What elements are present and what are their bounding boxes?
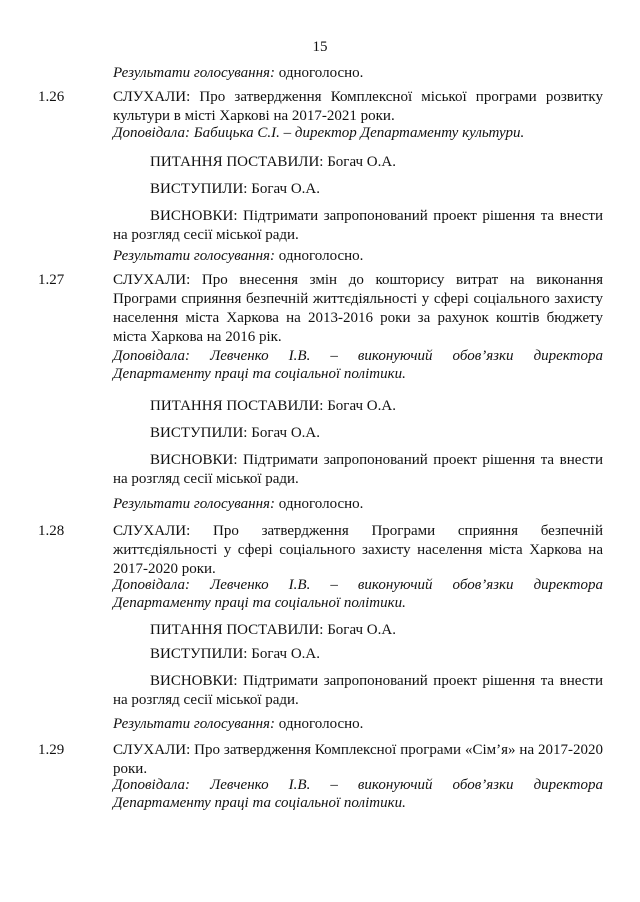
item-heard: СЛУХАЛИ: Про затвердження Комплексної міської програми розвитку культури в місті Харкові на 2017-2021 роки. — [113, 89, 603, 124]
voting-result — [113, 64, 603, 83]
voting-result-label: Результати голосування: — [113, 248, 276, 264]
item-speaker-line1: Доповідала: Левченко І.В. – виконуючий обов’язки директора — [113, 577, 603, 593]
voting-result — [113, 247, 603, 266]
item-speaker-line2: Департаменту праці та соціальної політики. — [113, 595, 406, 611]
item-conclusion: ВИСНОВКИ: Підтримати запропонований проект рішення та внести на розгляд сесії міської ради. — [113, 673, 603, 708]
voting-result-value: одноголосно. — [275, 716, 364, 732]
item-conclusion: ВИСНОВКИ: Підтримати запропонований проект рішення та внести на розгляд сесії міської ради. — [113, 452, 603, 487]
item-heard: СЛУХАЛИ: Про затвердження Програми сприяння безпечній життєдіяльності у сфері соціального захисту населення міста Харкова на 2017-2020 роки. — [113, 523, 603, 577]
voting-result-label: Результати голосування: — [113, 496, 276, 512]
voting-result-label: Результати голосування: — [113, 65, 276, 81]
page-number: 15 — [312, 39, 328, 55]
voting-result-value: одноголосно. — [275, 248, 364, 264]
voting-result — [113, 715, 603, 734]
voting-result-label: Результати голосування: — [113, 716, 276, 732]
item-speaker-line1: Доповідала: Левченко І.В. – виконуючий обов’язки директора — [113, 777, 603, 793]
item-number: 1.26 — [38, 89, 65, 105]
item-speaker-line2: Департаменту праці та соціальної політики. — [113, 795, 406, 811]
voting-result-value: одноголосно. — [275, 496, 364, 512]
item-speaker: Доповідала: Бабицька С.І. – директор Департаменту культури. — [113, 125, 525, 141]
item-raised: ПИТАННЯ ПОСТАВИЛИ: Богач О.А. — [150, 398, 396, 414]
voting-result-value: одноголосно. — [275, 65, 364, 81]
item-spoke: ВИСТУПИЛИ: Богач О.А. — [150, 425, 320, 441]
item-speaker-line1: Доповідала: Левченко І.В. – виконуючий обов’язки директора — [113, 348, 603, 364]
item-number: 1.27 — [38, 272, 65, 288]
item-raised: ПИТАННЯ ПОСТАВИЛИ: Богач О.А. — [150, 154, 396, 170]
item-raised: ПИТАННЯ ПОСТАВИЛИ: Богач О.А. — [150, 622, 396, 638]
item-spoke: ВИСТУПИЛИ: Богач О.А. — [150, 646, 320, 662]
item-heard: СЛУХАЛИ: Про внесення змін до кошторису витрат на виконання Програми сприяння безпечній життєдіяльності у сфері соціального захисту населення міста Харкова на 2013-2016 роки за рахунок коштів бюджету міста Харкова на 2016 рік. — [113, 272, 603, 345]
voting-result — [113, 495, 603, 514]
item-conclusion: ВИСНОВКИ: Підтримати запропонований проект рішення та внести на розгляд сесії міської ради. — [113, 208, 603, 243]
item-spoke: ВИСТУПИЛИ: Богач О.А. — [150, 181, 320, 197]
item-heard: СЛУХАЛИ: Про затвердження Комплексної програми «Сім’я» на 2017-2020 роки. — [113, 742, 603, 777]
item-speaker-line2: Департаменту праці та соціальної політики. — [113, 366, 406, 382]
item-number: 1.28 — [38, 523, 65, 539]
item-number: 1.29 — [38, 742, 65, 758]
